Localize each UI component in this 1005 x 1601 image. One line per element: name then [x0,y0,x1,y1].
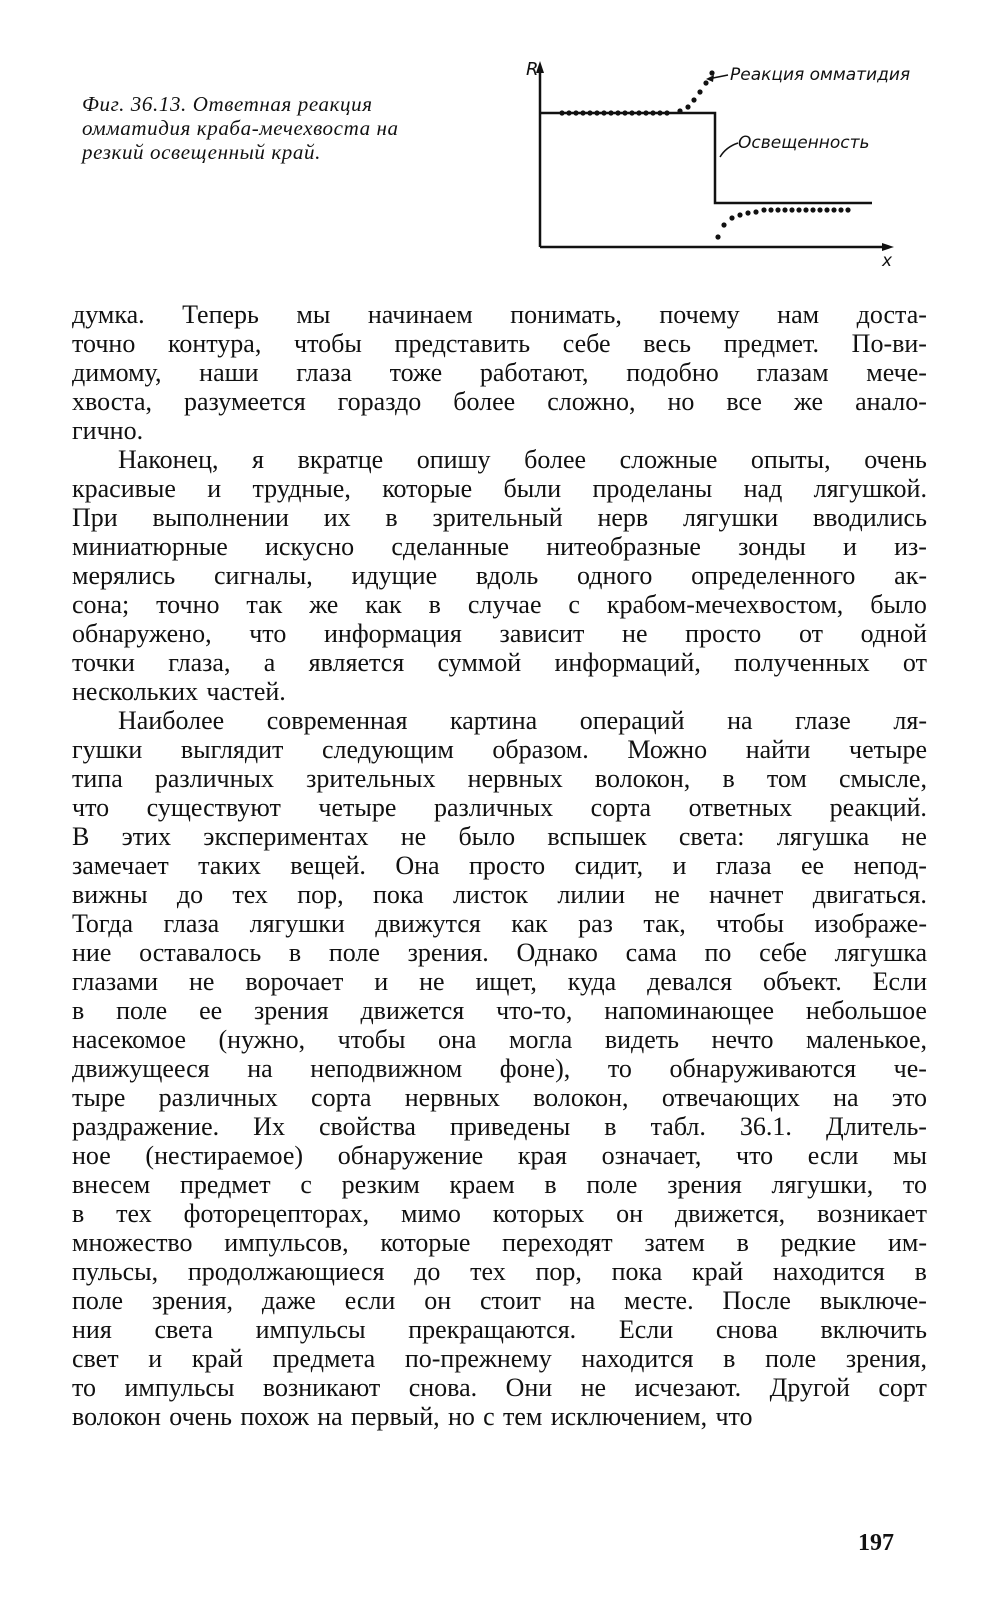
text-line: димому, наши глаза тоже работают, подобно глазам мече- [72,358,927,387]
text-line: миниатюрные искусно сделанные нитеобразные зонды и из- [72,532,927,561]
text-line: замечает таких вещей. Она просто сидит, и глаза ее непод- [72,851,927,880]
reaction-dot [775,207,780,212]
reaction-dot [594,110,599,115]
text-line: Наиболее современная картина операций на глазе ля- [118,706,927,735]
text-line: гушки выглядит следующим образом. Можно найти четыре [72,735,927,764]
reaction-dot [566,110,571,115]
text-line: вижны до тех пор, пока листок лилии не начнет двигаться. [72,880,927,909]
text-line: свет и край предмета по-прежнему находится в поле зрения, [72,1344,927,1373]
text-line: При выполнении их в зрительный нерв лягушки вводились [72,503,927,532]
illumination-leader [720,143,738,157]
reaction-dot [573,110,578,115]
caption-line: резкий освещенный край. [82,140,321,164]
text-line: нескольких частей. [72,677,286,706]
reaction-dot [721,222,726,227]
reaction-dot [768,207,773,212]
text-line: то импульсы возникают снова. Они не исчезают. Другой сорт [72,1373,927,1402]
text-line: пульсы, продолжающиеся до тех пор, пока край находится в [72,1257,927,1286]
reaction-dot [824,207,829,212]
reaction-dot [559,110,564,115]
figure-caption [82,92,502,164]
figure-36-13 [520,55,920,280]
reaction-dot [709,70,714,75]
text-line: раздражение. Их свойства приведены в табл. 36.1. Длитель- [72,1112,927,1141]
paragraph [72,300,927,445]
reaction-dot [753,209,758,214]
reaction-dot [608,110,613,115]
text-line: думка. Теперь мы начинаем понимать, почему нам доста- [72,300,927,329]
reaction-dot [622,110,627,115]
text-line: ния света импульсы прекращаются. Если снова включить [72,1315,927,1344]
text-line: хвоста, разумеется гораздо более сложно, но все же анало- [72,387,927,416]
text-line: поле зрения, даже если он стоит на месте. После выключе- [72,1286,927,1315]
reaction-dot [715,234,720,239]
reaction-dot [729,215,734,220]
reaction-dot [838,207,843,212]
text-line: мерялись сигналы, идущие вдоль одного определенного ак- [72,561,927,590]
reaction-dot [845,207,850,212]
text-line: Наконец, я вкратце опишу более сложные опыты, очень [118,445,927,474]
text-line: движущееся на неподвижном фоне), то обнаруживаются че- [72,1054,927,1083]
reaction-dot [664,110,669,115]
figure-diagram [520,55,920,280]
reaction-dot [615,110,620,115]
reaction-dot [643,110,648,115]
y-axis-label: R [526,59,539,80]
text-line: ние оставалось в поле зрения. Однако сама по себе лягушка [72,938,927,967]
reaction-dot [691,97,696,102]
x-axis-arrow [882,243,894,251]
reaction-dot [789,207,794,212]
caption-line: Фиг. 36.13. Ответная реакция [82,92,373,116]
text-line: точки глаза, а является суммой информаций, полученных от [72,648,927,677]
reaction-dot [817,207,822,212]
text-line: ное (нестираемое) обнаружение края означает, что если мы [72,1141,927,1170]
text-line: красивые и трудные, которые были проделаны над лягушкой. [72,474,927,503]
caption-line: омматидия краба-мечехвоста на [82,116,399,140]
text-line: глазами не ворочает и не ищет, куда девался объект. Если [72,967,927,996]
reaction-dot [629,110,634,115]
reaction-dot [796,207,801,212]
x-axis-label: x [882,251,893,271]
reaction-dot [810,207,815,212]
illumination-step [540,113,872,203]
text-line: гично. [72,416,144,445]
reaction-dot [636,110,641,115]
reaction-dot [677,108,682,113]
text-line: обнаружено, что информация зависит не просто от одной [72,619,927,648]
reaction-dot [697,89,702,94]
text-line: внесем предмет с резким краем в поле зрения лягушки, то [72,1170,927,1199]
reaction-dots [559,70,850,239]
reaction-dot [782,207,787,212]
reaction-dot [580,110,585,115]
text-line: в поле ее зрения движется что-то, напоминающее небольшое [72,996,927,1025]
text-line: в тех фоторецепторах, мимо которых он движется, возникает [72,1199,927,1228]
text-line: волокон очень похож на первый, но с тем исключением, что [72,1402,753,1431]
reaction-dot [761,207,766,212]
text-line: сона; точно так же как в случае с крабом-мечехвостом, было [72,590,927,619]
reaction-dot [831,207,836,212]
reaction-dot [657,110,662,115]
reaction-dot [703,80,708,85]
text-line: типа различных зрительных нервных волокон, в том смысле, [72,764,927,793]
page-number: 197 [858,1530,894,1556]
reaction-dot [587,110,592,115]
reaction-dot [650,110,655,115]
text-line: Тогда глаза лягушки движутся как раз так, чтобы изображе- [72,909,927,938]
text-line: точно контура, чтобы представить себе весь предмет. По-ви- [72,329,927,358]
text-line: В этих экспериментах не было вспышек света: лягушка не [72,822,927,851]
text-line: множество импульсов, которые переходят затем в редкие им- [72,1228,927,1257]
text-line: что существуют четыре различных сорта ответных реакций. [72,793,927,822]
reaction-dot [737,212,742,217]
reaction-dot [803,207,808,212]
text-line: насекомое (нужно, чтобы она могла видеть нечто маленькое, [72,1025,927,1054]
reaction-dot [601,110,606,115]
reaction-label: Реакция омматидия [730,65,911,85]
paragraph [72,445,927,706]
paragraph [72,706,927,1431]
illumination-label: Освещенность [738,133,870,153]
reaction-dot [685,104,690,109]
reaction-dot [745,210,750,215]
text-line: тыре различных сорта нервных волокон, отвечающих на это [72,1083,927,1112]
body-text [72,300,927,1431]
